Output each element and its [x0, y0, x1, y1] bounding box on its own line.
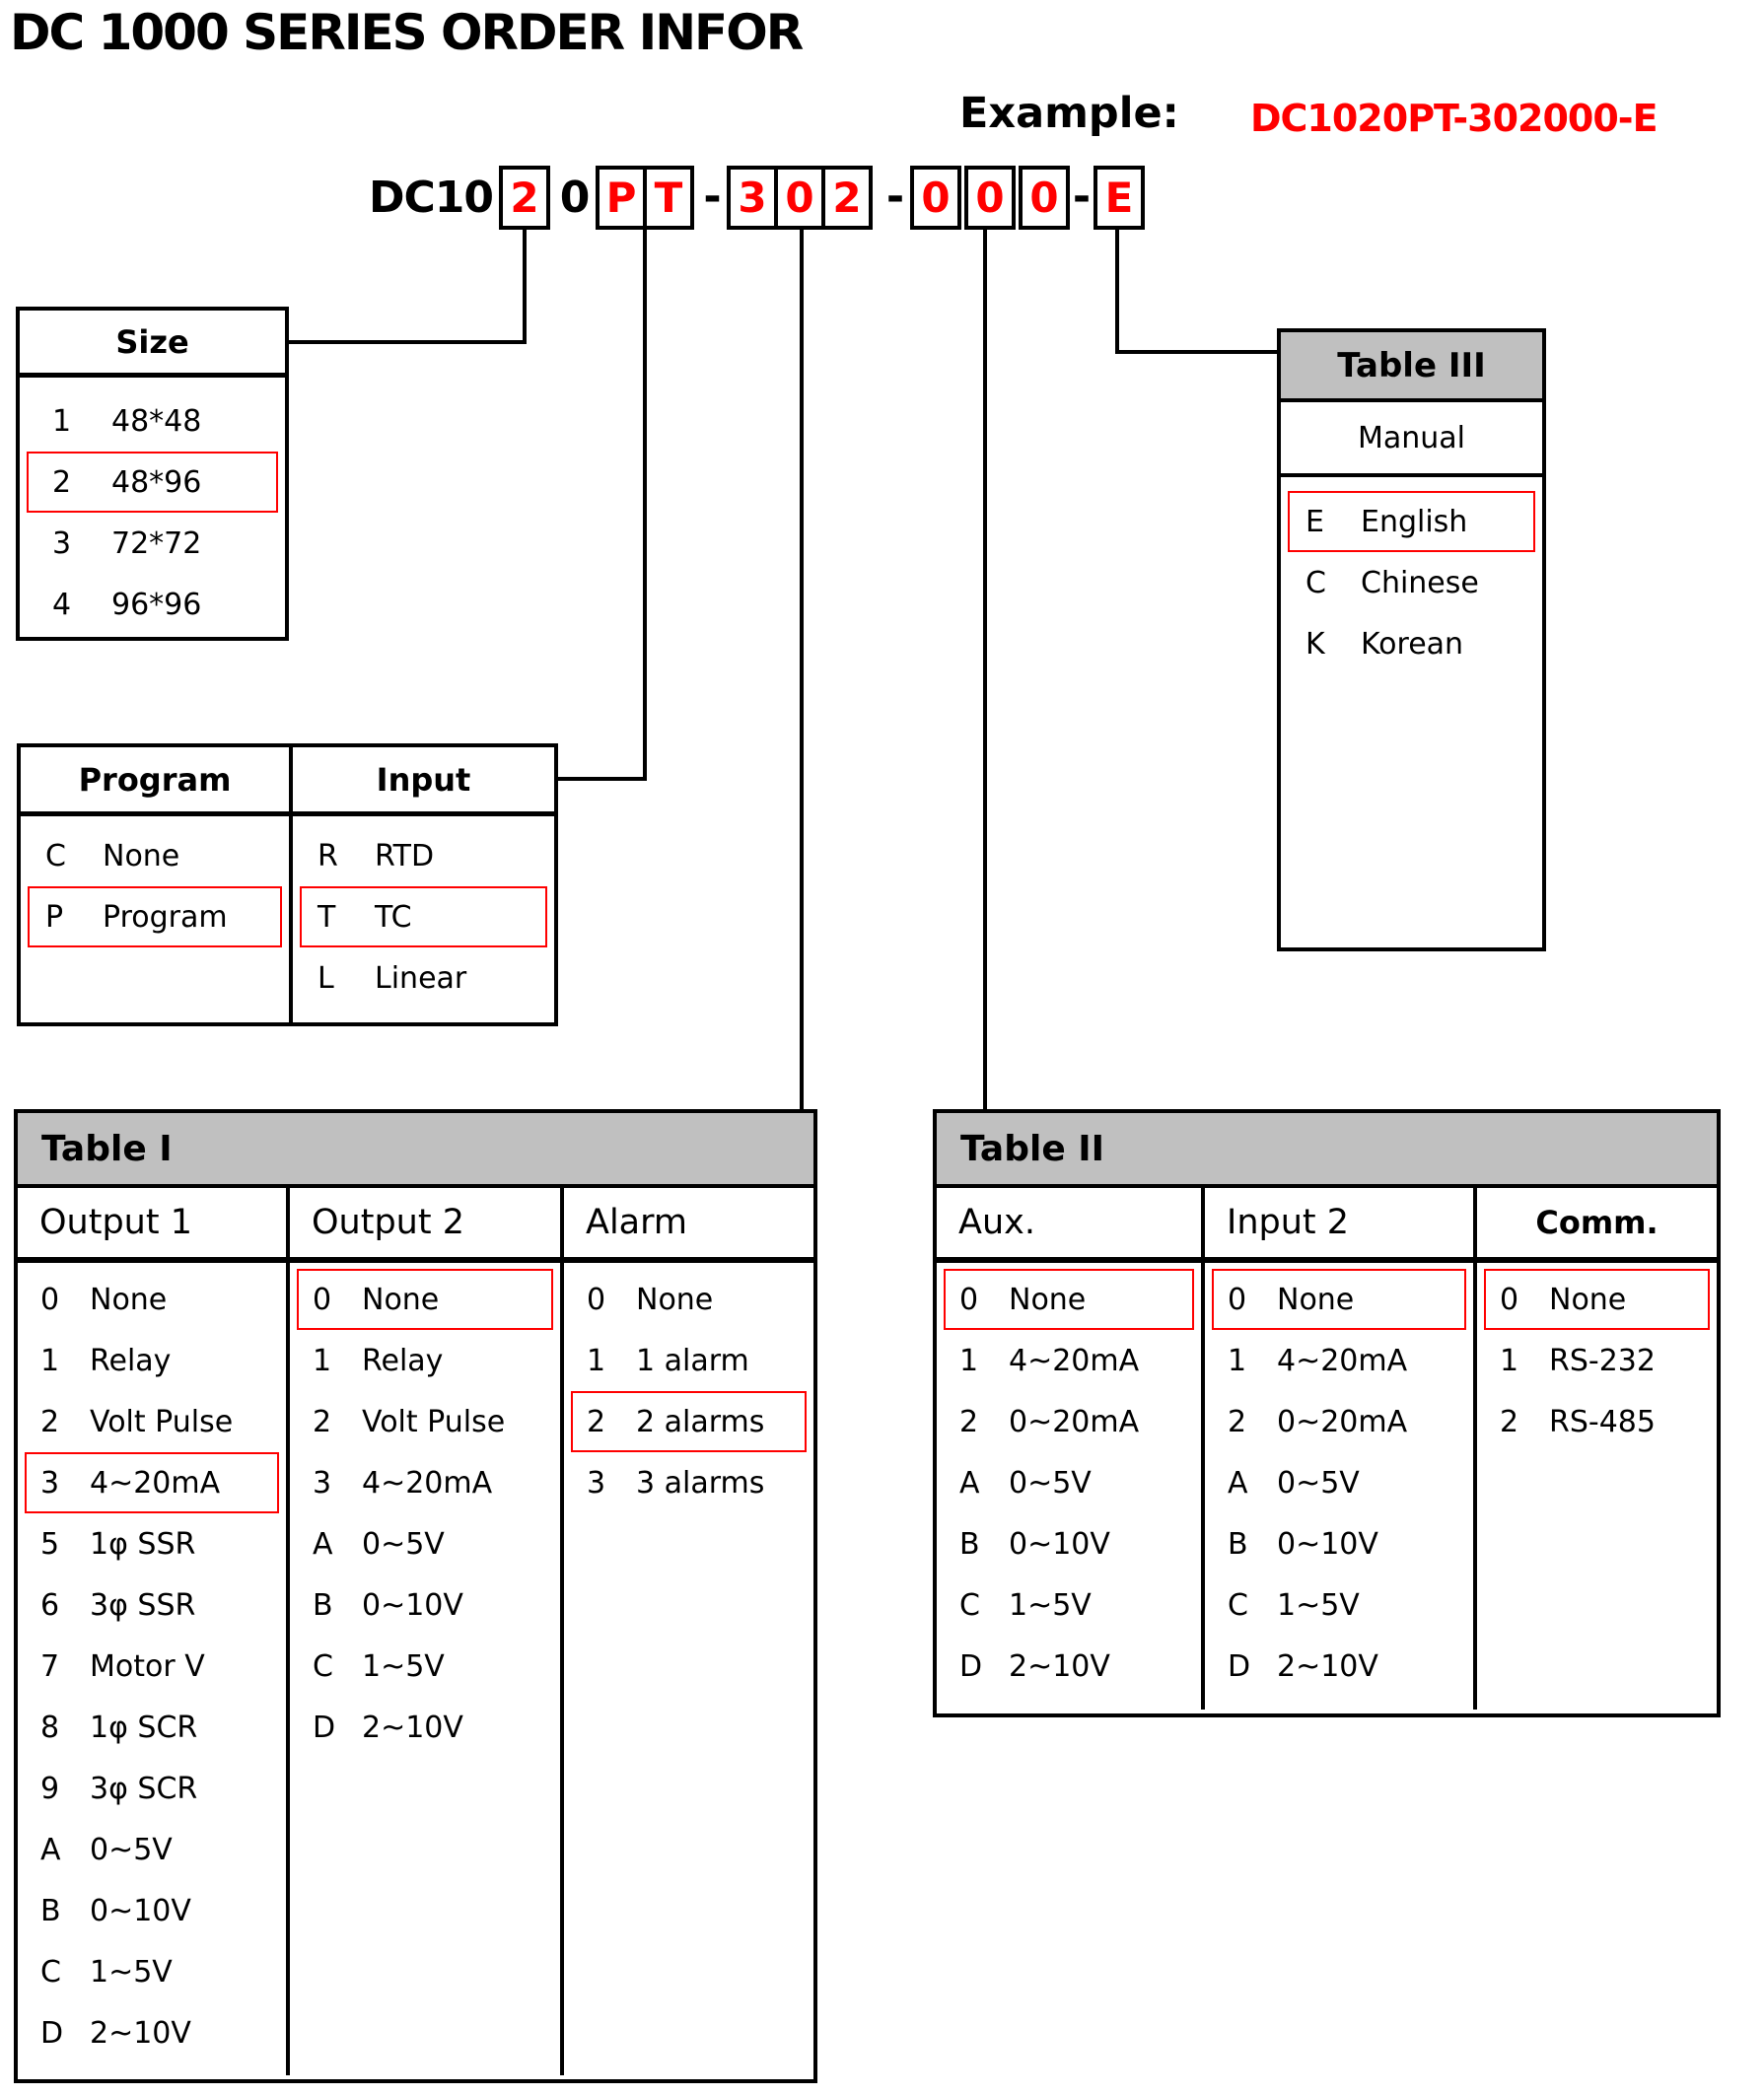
- option-key: C: [1305, 565, 1326, 600]
- table-1-title: Table I: [18, 1113, 813, 1188]
- aux-option-row: [944, 1513, 1194, 1574]
- output1-option-row: [25, 1574, 279, 1636]
- option-value: Relay: [362, 1343, 444, 1378]
- option-value: Volt Pulse: [362, 1404, 506, 1439]
- option-value: 48*96: [111, 464, 202, 500]
- output2-option-row: [297, 1574, 553, 1636]
- option-key: 3: [313, 1465, 332, 1501]
- output2-option-row: [297, 1391, 553, 1452]
- table2-code-box: [910, 166, 1070, 230]
- option-key: 8: [40, 1710, 60, 1745]
- option-key: C: [959, 1587, 980, 1623]
- program-option-row: [28, 886, 282, 947]
- option-value: 0~10V: [1009, 1526, 1110, 1562]
- option-key: 2: [1228, 1404, 1247, 1439]
- input2-option-row: [1212, 1269, 1466, 1330]
- output1-option-row: [25, 1758, 279, 1819]
- input-option-row: [300, 947, 547, 1009]
- example-label: Example:: [959, 89, 1179, 138]
- dash-separator: -: [885, 172, 905, 222]
- option-key: 0: [40, 1282, 60, 1317]
- output2-option-row: [297, 1452, 553, 1513]
- option-value: 1~5V: [1277, 1587, 1360, 1623]
- option-key: 9: [40, 1771, 60, 1806]
- table-2: [933, 1109, 1721, 1717]
- program-column-header: Program: [21, 747, 289, 816]
- comm-header: Comm.: [1535, 1204, 1658, 1241]
- option-value: Linear: [375, 960, 467, 996]
- aux-option-row: [944, 1391, 1194, 1452]
- option-key: 2: [1500, 1404, 1519, 1439]
- size-table-rows: [20, 378, 285, 635]
- table-1: [14, 1109, 817, 2083]
- option-key: 1: [52, 403, 72, 439]
- program-input-code-box: [596, 166, 694, 230]
- option-value: None: [103, 838, 180, 873]
- aux-option-row: [944, 1636, 1194, 1697]
- option-value: 4~20mA: [90, 1465, 221, 1501]
- option-value: 0~5V: [1009, 1465, 1092, 1501]
- option-key: K: [1305, 626, 1325, 662]
- input-option-row: [300, 825, 547, 886]
- option-value: 96*96: [111, 587, 202, 622]
- option-value: Motor V: [90, 1648, 205, 1684]
- option-key: 2: [959, 1404, 979, 1439]
- option-key: 3: [587, 1465, 606, 1501]
- option-key: 6: [40, 1587, 60, 1623]
- option-value: None: [1277, 1282, 1355, 1317]
- option-value: 2~10V: [1277, 1648, 1378, 1684]
- output1-header: Output 1: [18, 1188, 290, 1257]
- option-value: 48*48: [111, 403, 202, 439]
- option-value: 0~5V: [362, 1526, 445, 1562]
- table-3: [1277, 328, 1546, 951]
- option-value: 0~20mA: [1009, 1404, 1140, 1439]
- option-key: 4: [52, 587, 72, 622]
- table-3-subheader: Manual: [1281, 402, 1542, 477]
- size-option-row: [27, 390, 278, 452]
- manual-option-row: [1288, 552, 1535, 613]
- input2-option-row: [1212, 1330, 1466, 1391]
- comm-rows: [1477, 1263, 1717, 1710]
- option-key: 1: [40, 1343, 60, 1378]
- option-value: 1φ SCR: [90, 1710, 198, 1745]
- connector-input-horizontal: [558, 777, 647, 781]
- option-value: None: [90, 1282, 168, 1317]
- connector-table1-vertical: [800, 230, 804, 1109]
- connector-table3-horizontal: [1115, 350, 1277, 354]
- option-key: T: [318, 899, 336, 935]
- output1-option-row: [25, 1697, 279, 1758]
- input2-rows: [1205, 1263, 1477, 1710]
- dash-separator: -: [1072, 172, 1092, 222]
- input2-code-cell: 0: [964, 166, 1016, 230]
- option-key: D: [313, 1710, 336, 1745]
- option-value: Korean: [1361, 626, 1464, 662]
- option-value: 0~10V: [1277, 1526, 1378, 1562]
- option-value: 4~20mA: [362, 1465, 493, 1501]
- output1-option-row: [25, 1880, 279, 1941]
- output2-option-row: [297, 1513, 553, 1574]
- output1-option-row: [25, 2002, 279, 2063]
- input2-option-row: [1212, 1513, 1466, 1574]
- option-key: 2: [52, 464, 72, 500]
- option-value: 72*72: [111, 525, 202, 561]
- aux-option-row: [944, 1574, 1194, 1636]
- option-value: 1 alarm: [636, 1343, 749, 1378]
- alarm-option-row: [571, 1269, 807, 1330]
- fixed-digit: 0: [559, 173, 591, 223]
- alarm-code-cell: 2: [821, 166, 873, 230]
- option-key: 0: [313, 1282, 332, 1317]
- program-rows: [21, 816, 289, 947]
- output1-option-row: [25, 1819, 279, 1880]
- program-code-cell: P: [596, 166, 647, 230]
- option-value: 2 alarms: [636, 1404, 765, 1439]
- alarm-header: Alarm: [586, 1203, 687, 1242]
- input-code-cell: T: [643, 166, 694, 230]
- option-key: C: [40, 1954, 61, 1990]
- option-key: C: [1228, 1587, 1248, 1623]
- output1-option-row: [25, 1391, 279, 1452]
- option-value: None: [1009, 1282, 1087, 1317]
- option-value: TC: [375, 899, 412, 935]
- option-value: RTD: [375, 838, 435, 873]
- option-value: 0~10V: [90, 1893, 191, 1928]
- option-key: 1: [313, 1343, 332, 1378]
- option-value: Program: [103, 899, 228, 935]
- input-column-header: Input: [293, 747, 554, 816]
- option-key: C: [313, 1648, 333, 1684]
- output1-option-row: [25, 1452, 279, 1513]
- option-key: D: [959, 1648, 983, 1684]
- option-key: D: [1228, 1648, 1251, 1684]
- size-code-box: [499, 166, 550, 230]
- example-code: DC1020PT-302000-E: [1250, 97, 1658, 140]
- table-2-title: Table II: [937, 1113, 1717, 1188]
- option-value: None: [636, 1282, 714, 1317]
- option-value: 1φ SSR: [90, 1526, 196, 1562]
- output2-option-row: [297, 1636, 553, 1697]
- option-key: L: [318, 960, 334, 996]
- input2-option-row: [1212, 1574, 1466, 1636]
- option-value: Chinese: [1361, 565, 1479, 600]
- table1-code-box: [727, 166, 873, 230]
- table-3-rows: [1281, 477, 1542, 674]
- option-key: A: [959, 1465, 980, 1501]
- option-key: 1: [1500, 1343, 1519, 1378]
- option-key: B: [313, 1587, 333, 1623]
- option-value: 0~5V: [1277, 1465, 1360, 1501]
- option-value: RS-232: [1549, 1343, 1656, 1378]
- option-key: 2: [313, 1404, 332, 1439]
- output2-header: Output 2: [290, 1188, 564, 1257]
- comm-option-row: [1484, 1330, 1710, 1391]
- option-key: B: [1228, 1526, 1248, 1562]
- option-key: E: [1305, 504, 1324, 539]
- option-key: B: [959, 1526, 980, 1562]
- option-key: A: [1228, 1465, 1248, 1501]
- option-key: 7: [40, 1648, 60, 1684]
- alarm-option-row: [571, 1391, 807, 1452]
- input2-header: Input 2: [1205, 1188, 1477, 1257]
- alarm-rows: [564, 1263, 813, 2075]
- option-key: 0: [1500, 1282, 1519, 1317]
- program-input-table: [17, 743, 558, 1026]
- option-key: B: [40, 1893, 61, 1928]
- option-value: English: [1361, 504, 1468, 539]
- connector-table3-vertical: [1115, 230, 1119, 354]
- option-key: 5: [40, 1526, 60, 1562]
- option-key: 1: [959, 1343, 979, 1378]
- aux-option-row: [944, 1269, 1194, 1330]
- input2-option-row: [1212, 1636, 1466, 1697]
- option-key: C: [45, 838, 66, 873]
- table-3-title: Table III: [1281, 332, 1542, 402]
- input2-option-row: [1212, 1452, 1466, 1513]
- input-option-row: [300, 886, 547, 947]
- option-value: 3 alarms: [636, 1465, 765, 1501]
- manual-code-cell: E: [1094, 166, 1145, 230]
- input-column: [293, 747, 554, 1022]
- option-key: 2: [587, 1404, 606, 1439]
- aux-code-cell: 0: [910, 166, 961, 230]
- output2-option-row: [297, 1330, 553, 1391]
- option-value: 2~10V: [1009, 1648, 1110, 1684]
- aux-rows: [937, 1263, 1205, 1710]
- aux-header: Aux.: [937, 1188, 1205, 1257]
- output2-rows: [290, 1263, 564, 2075]
- size-option-row: [27, 574, 278, 635]
- manual-option-row: [1288, 613, 1535, 674]
- size-option-row: [27, 513, 278, 574]
- option-key: 0: [1228, 1282, 1247, 1317]
- option-value: 2~10V: [90, 2015, 191, 2051]
- connector-table2-vertical: [983, 230, 987, 1109]
- option-value: 4~20mA: [1277, 1343, 1408, 1378]
- output1-option-row: [25, 1941, 279, 2002]
- option-value: Volt Pulse: [90, 1404, 234, 1439]
- size-option-row: [27, 452, 278, 513]
- option-key: 1: [587, 1343, 606, 1378]
- option-value: 1~5V: [362, 1648, 445, 1684]
- output1-option-row: [25, 1269, 279, 1330]
- alarm-option-row: [571, 1330, 807, 1391]
- comm-option-row: [1484, 1391, 1710, 1452]
- output2-option-row: [297, 1269, 553, 1330]
- option-key: 1: [1228, 1343, 1247, 1378]
- input2-option-row: [1212, 1391, 1466, 1452]
- option-value: 3φ SCR: [90, 1771, 198, 1806]
- comm-code-cell: 0: [1019, 166, 1070, 230]
- option-value: RS-485: [1549, 1404, 1656, 1439]
- option-key: A: [313, 1526, 333, 1562]
- option-key: 0: [959, 1282, 979, 1317]
- manual-code-box: [1094, 166, 1145, 230]
- manual-option-row: [1288, 491, 1535, 552]
- aux-option-row: [944, 1330, 1194, 1391]
- option-key: 0: [587, 1282, 606, 1317]
- option-value: 0~10V: [362, 1587, 463, 1623]
- size-code-cell: 2: [499, 166, 550, 230]
- option-value: None: [362, 1282, 440, 1317]
- option-value: 0~20mA: [1277, 1404, 1408, 1439]
- option-key: D: [40, 2015, 64, 2051]
- output2-code-cell: 0: [774, 166, 825, 230]
- option-value: 0~5V: [90, 1832, 173, 1867]
- model-prefix: DC10: [368, 173, 493, 223]
- page-title: DC 1000 SERIES ORDER INFOR: [10, 4, 803, 61]
- option-value: 1~5V: [90, 1954, 173, 1990]
- option-value: None: [1549, 1282, 1627, 1317]
- connector-size-vertical: [523, 230, 527, 344]
- connector-input-vertical: [643, 230, 647, 781]
- option-value: 2~10V: [362, 1710, 463, 1745]
- option-value: 4~20mA: [1009, 1343, 1140, 1378]
- option-value: Relay: [90, 1343, 172, 1378]
- input-rows: [293, 816, 554, 1009]
- option-key: P: [45, 899, 64, 935]
- program-option-row: [28, 825, 282, 886]
- alarm-option-row: [571, 1452, 807, 1513]
- option-key: R: [318, 838, 338, 873]
- aux-option-row: [944, 1452, 1194, 1513]
- option-key: A: [40, 1832, 61, 1867]
- option-value: 1~5V: [1009, 1587, 1092, 1623]
- output1-code-cell: 3: [727, 166, 778, 230]
- option-key: 2: [40, 1404, 60, 1439]
- option-value: 3φ SSR: [90, 1587, 196, 1623]
- size-table: [16, 307, 289, 641]
- size-table-header: Size: [20, 311, 285, 378]
- dash-separator: -: [703, 172, 722, 222]
- option-key: 3: [40, 1465, 60, 1501]
- option-key: 3: [52, 525, 72, 561]
- output1-option-row: [25, 1636, 279, 1697]
- output2-option-row: [297, 1697, 553, 1758]
- output1-option-row: [25, 1330, 279, 1391]
- connector-size-horizontal: [289, 340, 527, 344]
- comm-option-row: [1484, 1269, 1710, 1330]
- output1-option-row: [25, 1513, 279, 1574]
- output1-rows: [18, 1263, 290, 2075]
- program-column: [21, 747, 293, 1022]
